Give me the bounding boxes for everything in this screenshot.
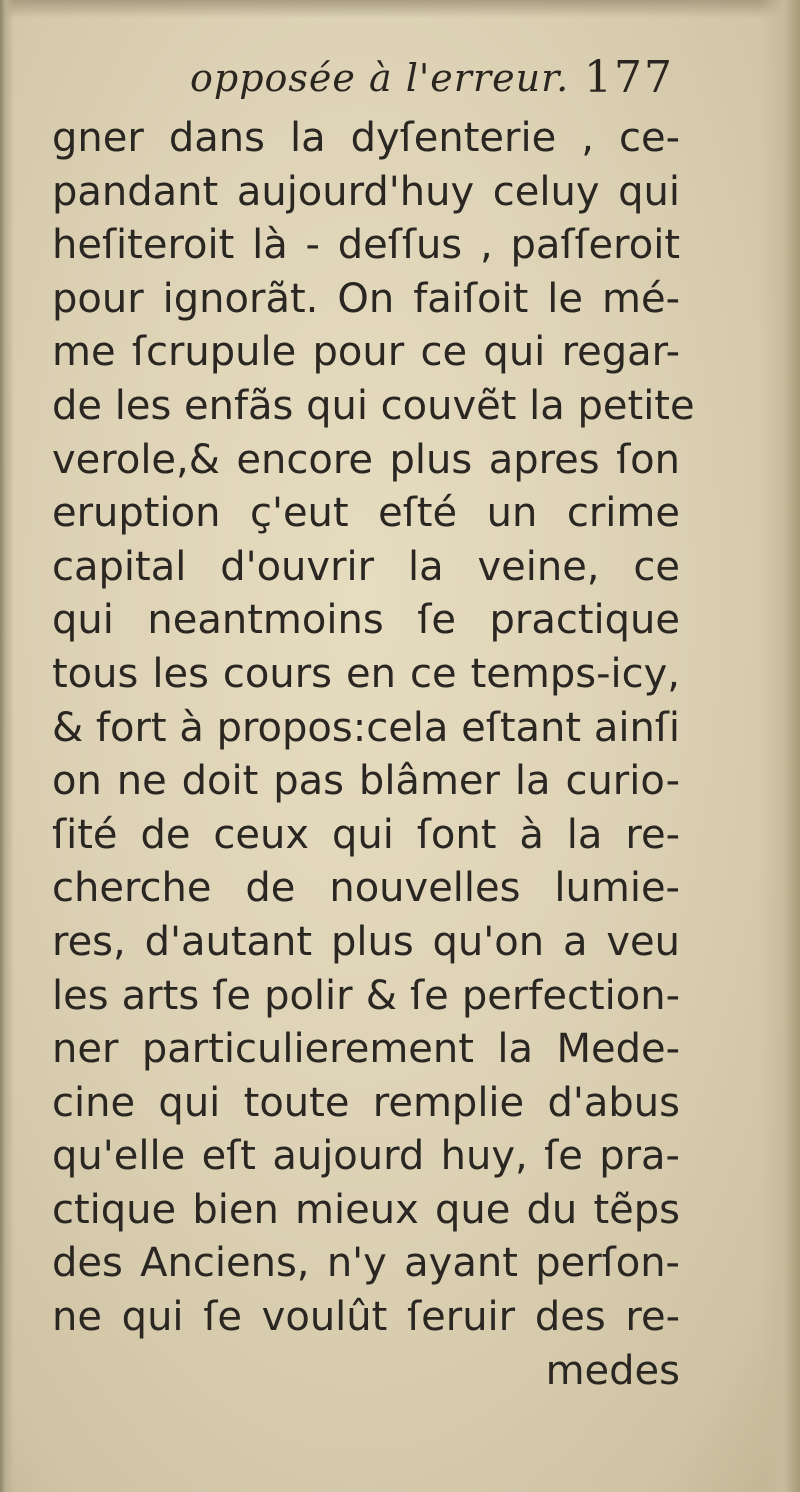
text-line: heſiteroit là - deſſus , paſſeroit [52, 222, 680, 269]
text-line: qu'elle eſt aujourd huy, ſe pra- [52, 1133, 680, 1180]
text-line: de les enfãs qui couvẽt la petite [52, 382, 695, 429]
text-line: ctique bien mieux que du tẽps [52, 1186, 680, 1233]
text-line: on ne doit pas blâmer la curio- [52, 758, 680, 805]
text-line: eruption ç'eut eſté un crime [52, 490, 680, 537]
page-fore-edge [760, 0, 800, 1492]
text-line: ner particulierement la Mede- [52, 1026, 680, 1073]
text-line: me ſcrupule pour ce qui regar- [52, 329, 680, 376]
text-line: qui neantmoins ſe practique [52, 597, 680, 644]
page-top-shadow [0, 0, 800, 18]
text-line: res, d'autant plus qu'on a veu [52, 918, 680, 965]
body-text [52, 112, 695, 1398]
page-number: 177 [584, 52, 674, 103]
text-line: tous les cours en ce temps-icy, [52, 650, 680, 697]
text-line: cine qui toute remplie d'abus [52, 1079, 680, 1126]
text-line: pour ignorãt. On faiſoit le mé- [52, 275, 680, 322]
text-line: capital d'ouvrir la veine, ce [52, 543, 680, 590]
text-line: les arts ſe polir & ſe perfection- [52, 972, 680, 1019]
text-line: des Anciens, n'y ayant perſon- [52, 1240, 680, 1287]
text-line: & fort à propos:cela eſtant ainſi [52, 704, 680, 751]
text-line: cherche de nouvelles lumie- [52, 865, 680, 912]
running-title: opposée à l'erreur. [190, 56, 570, 100]
running-head [0, 52, 800, 112]
text-line: ſité de ceux qui ſont à la re- [52, 811, 680, 858]
text-line: verole,& encore plus apres ſon [52, 436, 680, 483]
text-line: ne qui ſe voulût ſeruir des re- [52, 1294, 680, 1341]
page-gutter-shadow [0, 0, 14, 1492]
catchword: medes [545, 1347, 680, 1394]
text-line: gner dans la dyſenterie , ce- [52, 115, 680, 161]
text-line: pandant aujourd'huy celuy qui [52, 168, 680, 215]
